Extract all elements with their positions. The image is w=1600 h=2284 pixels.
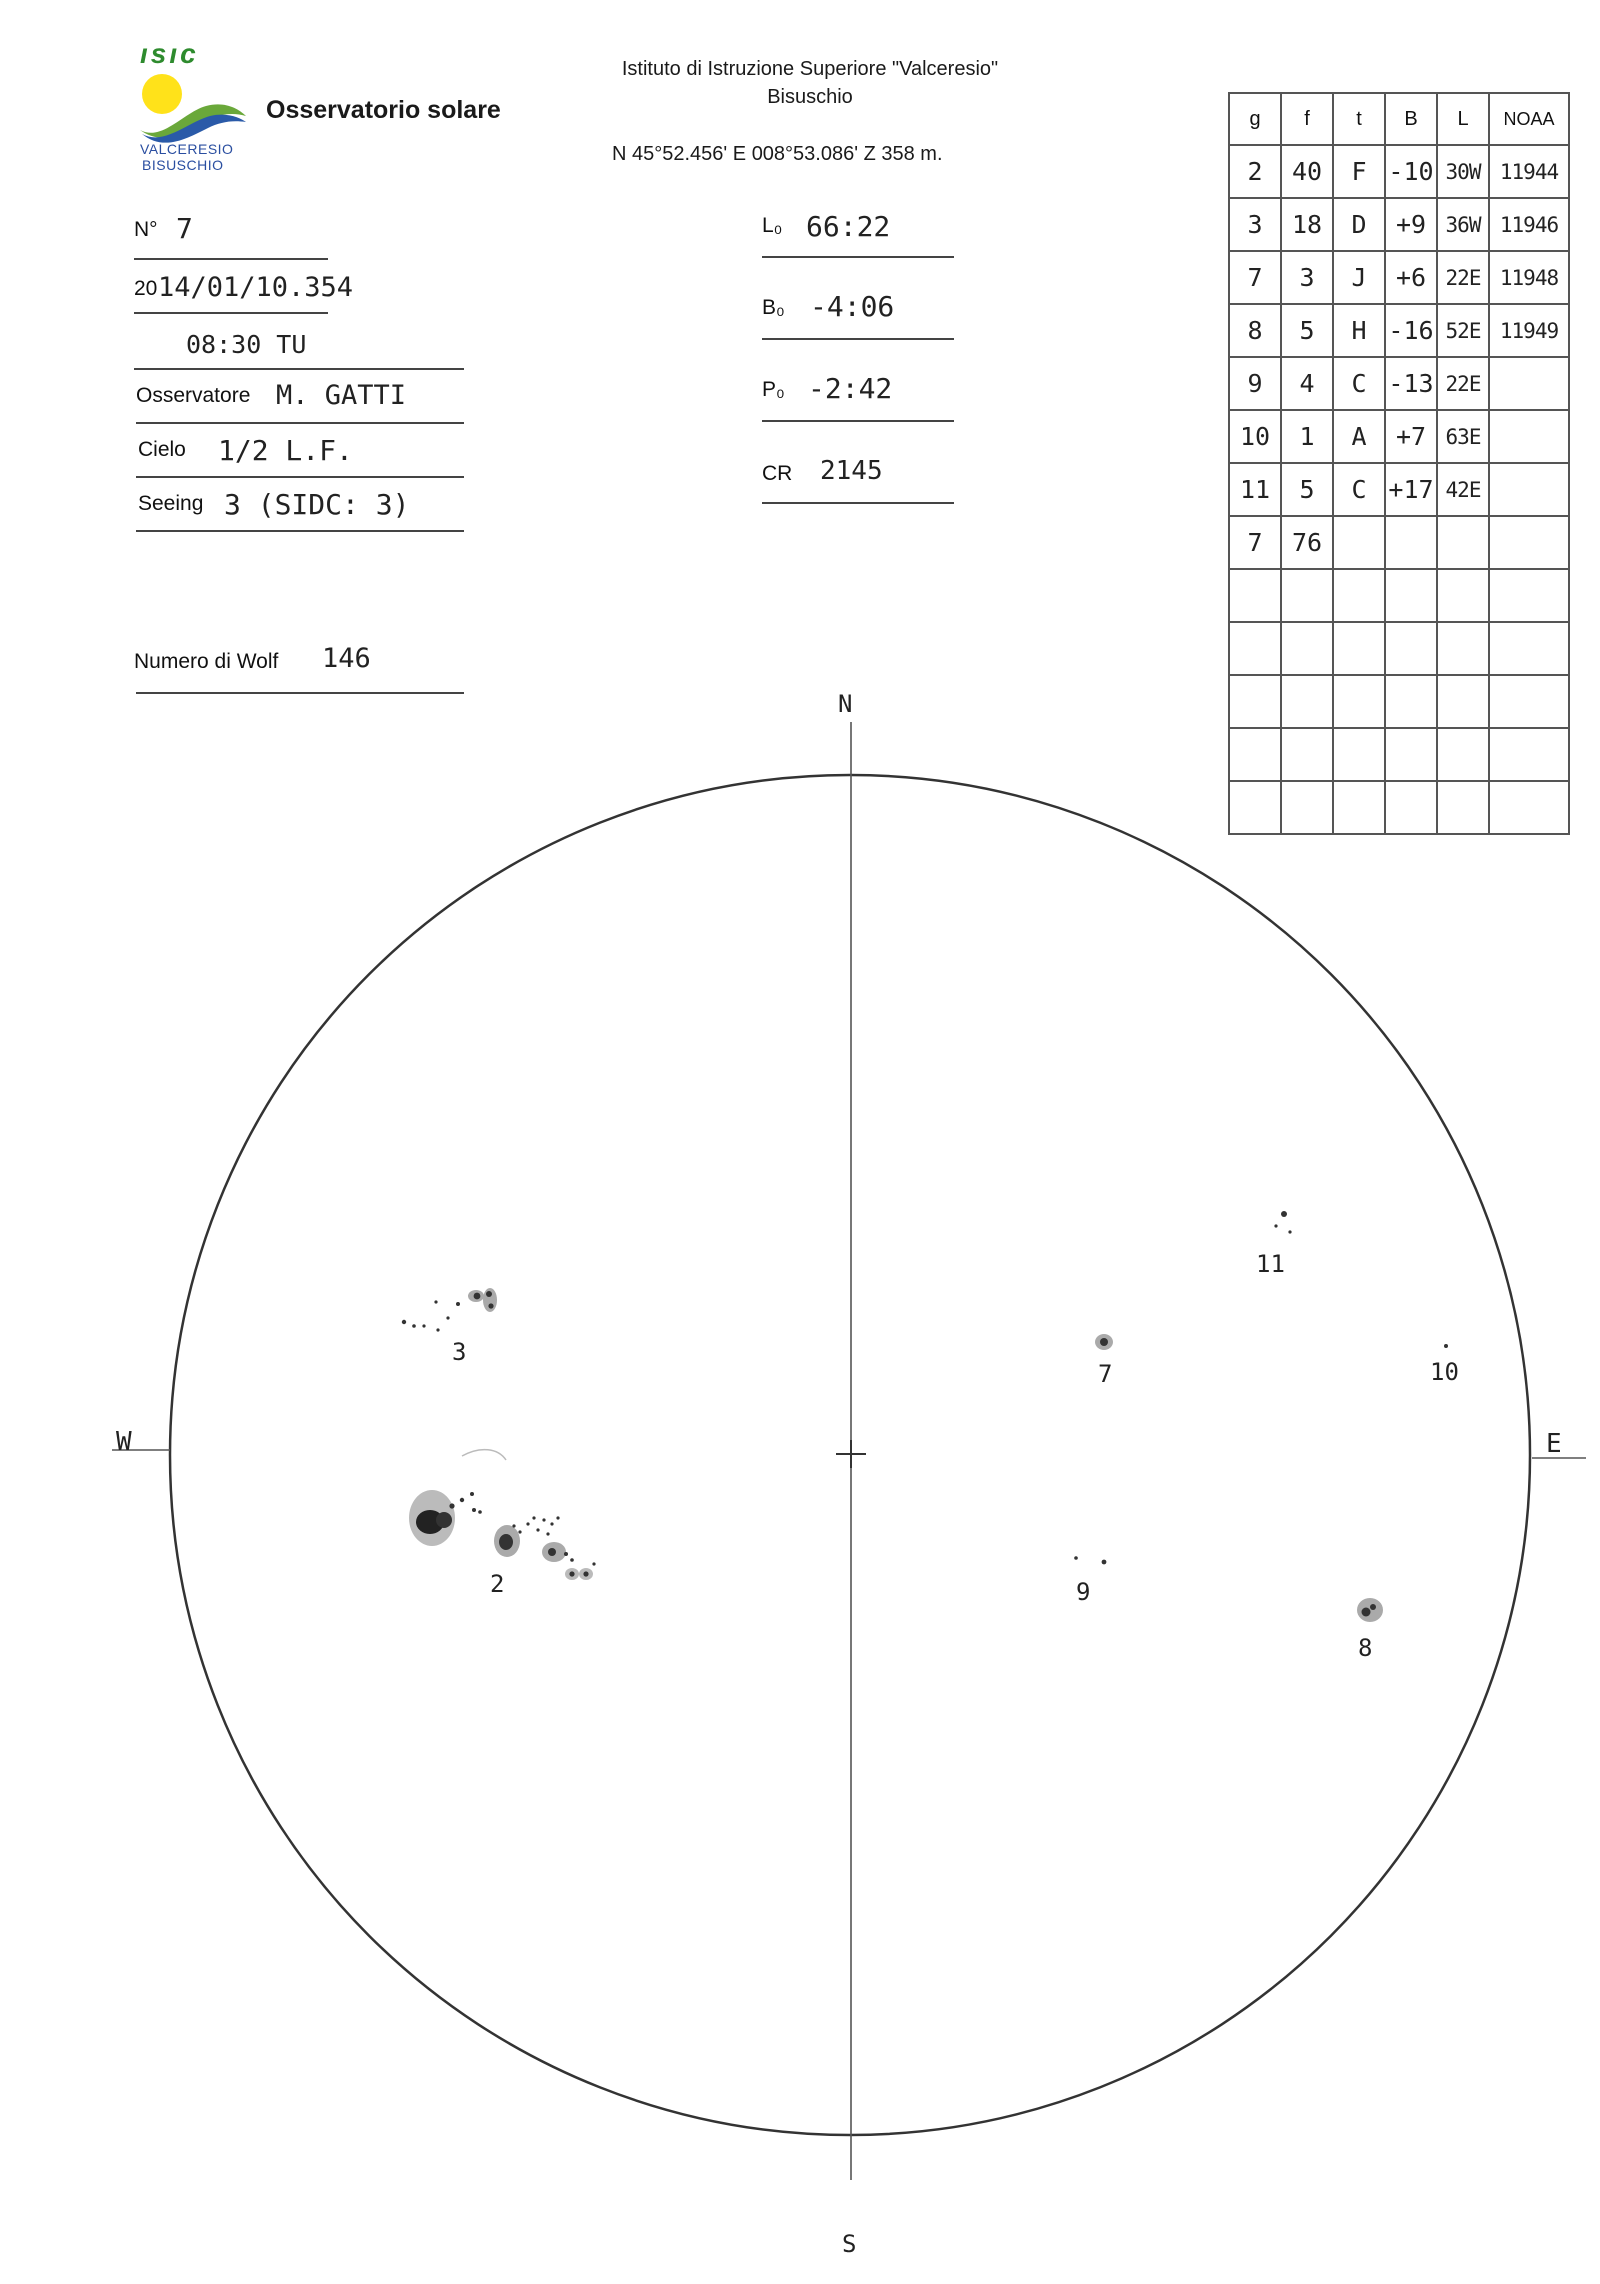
header-group: g [1229, 93, 1281, 145]
cell-latitude: -13 [1385, 357, 1437, 410]
cell-noaa: 11948 [1489, 251, 1569, 304]
observer-label: Osservatore [136, 384, 251, 407]
logo-mark: ısıc [140, 38, 199, 69]
group-label-8: 8 [1358, 1634, 1373, 1662]
cr-label: CR [762, 462, 793, 485]
p0-label: P₀ [762, 378, 785, 401]
cell-type: H [1333, 304, 1385, 357]
group-label-2: 2 [490, 1570, 505, 1598]
sunspot-group-10 [1444, 1344, 1448, 1348]
date-prefix: 20 [134, 277, 158, 300]
cell-latitude: -16 [1385, 304, 1437, 357]
cell-group: 11 [1229, 463, 1281, 516]
observer-value: M. GATTI [276, 380, 407, 411]
date-value: 14/01/10.354 [158, 272, 354, 303]
cell-group: 2 [1229, 145, 1281, 198]
group-label-3: 3 [452, 1338, 467, 1366]
observatory-title: Osservatorio solare [266, 96, 501, 124]
north-label: N [838, 690, 853, 718]
cell-type: A [1333, 410, 1385, 463]
east-label: E [1546, 1429, 1562, 1459]
south-label: S [842, 2230, 857, 2258]
cell-type: J [1333, 251, 1385, 304]
number-label: N° [134, 218, 158, 241]
wolf-value: 146 [322, 643, 371, 674]
sunspot-group-7 [1095, 1334, 1113, 1350]
cell-noaa: 11944 [1489, 145, 1569, 198]
seeing-label: Seeing [138, 492, 204, 515]
cell-spots: 3 [1281, 251, 1333, 304]
cell-noaa: 11946 [1489, 198, 1569, 251]
b0-value: -4:06 [810, 290, 895, 323]
header-spots: f [1281, 93, 1333, 145]
west-label: W [116, 1427, 132, 1457]
cell-spots: 18 [1281, 198, 1333, 251]
header-latitude: B [1385, 93, 1437, 145]
cell-type: C [1333, 463, 1385, 516]
cell-latitude: +9 [1385, 198, 1437, 251]
wolf-label: Numero di Wolf [134, 650, 279, 673]
cell-longitude: 42E [1437, 463, 1489, 516]
cell-spots: 1 [1281, 410, 1333, 463]
institute-town: Bisuschio [767, 86, 853, 108]
site-coordinates: N 45°52.456' E 008°53.086' Z 358 m. [612, 143, 943, 165]
sunspot-group-9 [1074, 1556, 1106, 1564]
group-label-10: 10 [1430, 1358, 1459, 1386]
cell-spots: 5 [1281, 304, 1333, 357]
time-value: 08:30 TU [186, 330, 307, 359]
cell-type: D [1333, 198, 1385, 251]
cell-longitude: 22E [1437, 251, 1489, 304]
cell-noaa: 11949 [1489, 304, 1569, 357]
logo-text-top: VALCERESIO [140, 141, 234, 157]
cell-latitude: +17 [1385, 463, 1437, 516]
sky-label: Cielo [138, 438, 186, 461]
group-label-9: 9 [1076, 1578, 1091, 1606]
cell-group: 9 [1229, 357, 1281, 410]
cell-group: 10 [1229, 410, 1281, 463]
cell-longitude: 22E [1437, 357, 1489, 410]
seeing-value: 3 (SIDC: 3) [224, 488, 410, 521]
cr-value: 2145 [820, 456, 883, 486]
cell-type: C [1333, 357, 1385, 410]
p0-value: -2:42 [808, 372, 893, 405]
sunspot-group-2 [409, 1450, 596, 1580]
l0-label: L₀ [762, 214, 783, 237]
logo-text-bottom: BISUSCHIO [142, 157, 224, 173]
cell-longitude: 36W [1437, 198, 1489, 251]
header-noaa: NOAA [1489, 93, 1569, 145]
cell-group: 3 [1229, 198, 1281, 251]
cell-longitude: 52E [1437, 304, 1489, 357]
cell-group: 7 [1229, 516, 1281, 569]
cell-latitude: +6 [1385, 251, 1437, 304]
cell-spots: 4 [1281, 357, 1333, 410]
b0-label: B₀ [762, 296, 785, 319]
cell-spots: 5 [1281, 463, 1333, 516]
cell-latitude: +7 [1385, 410, 1437, 463]
cell-spots: 40 [1281, 145, 1333, 198]
institute-name: Istituto di Istruzione Superiore "Valceresio" [621, 58, 999, 80]
cell-spots: 76 [1281, 516, 1333, 569]
header-type: t [1333, 93, 1385, 145]
sunspot-group-11 [1274, 1211, 1291, 1234]
l0-value: 66:22 [806, 210, 891, 243]
cell-group: 8 [1229, 304, 1281, 357]
group-labels [452, 1250, 1459, 1662]
sky-value: 1/2 L.F. [218, 434, 353, 467]
sunspot-group-3 [402, 1288, 497, 1332]
cell-latitude: -10 [1385, 145, 1437, 198]
sunspot-group-8 [1357, 1598, 1383, 1622]
header-longitude: L [1437, 93, 1489, 145]
group-label-7: 7 [1098, 1360, 1113, 1388]
cell-longitude: 30W [1437, 145, 1489, 198]
cell-type: F [1333, 145, 1385, 198]
cell-longitude: 63E [1437, 410, 1489, 463]
group-label-11: 11 [1256, 1250, 1285, 1278]
cell-group: 7 [1229, 251, 1281, 304]
number-value: 7 [176, 212, 193, 245]
